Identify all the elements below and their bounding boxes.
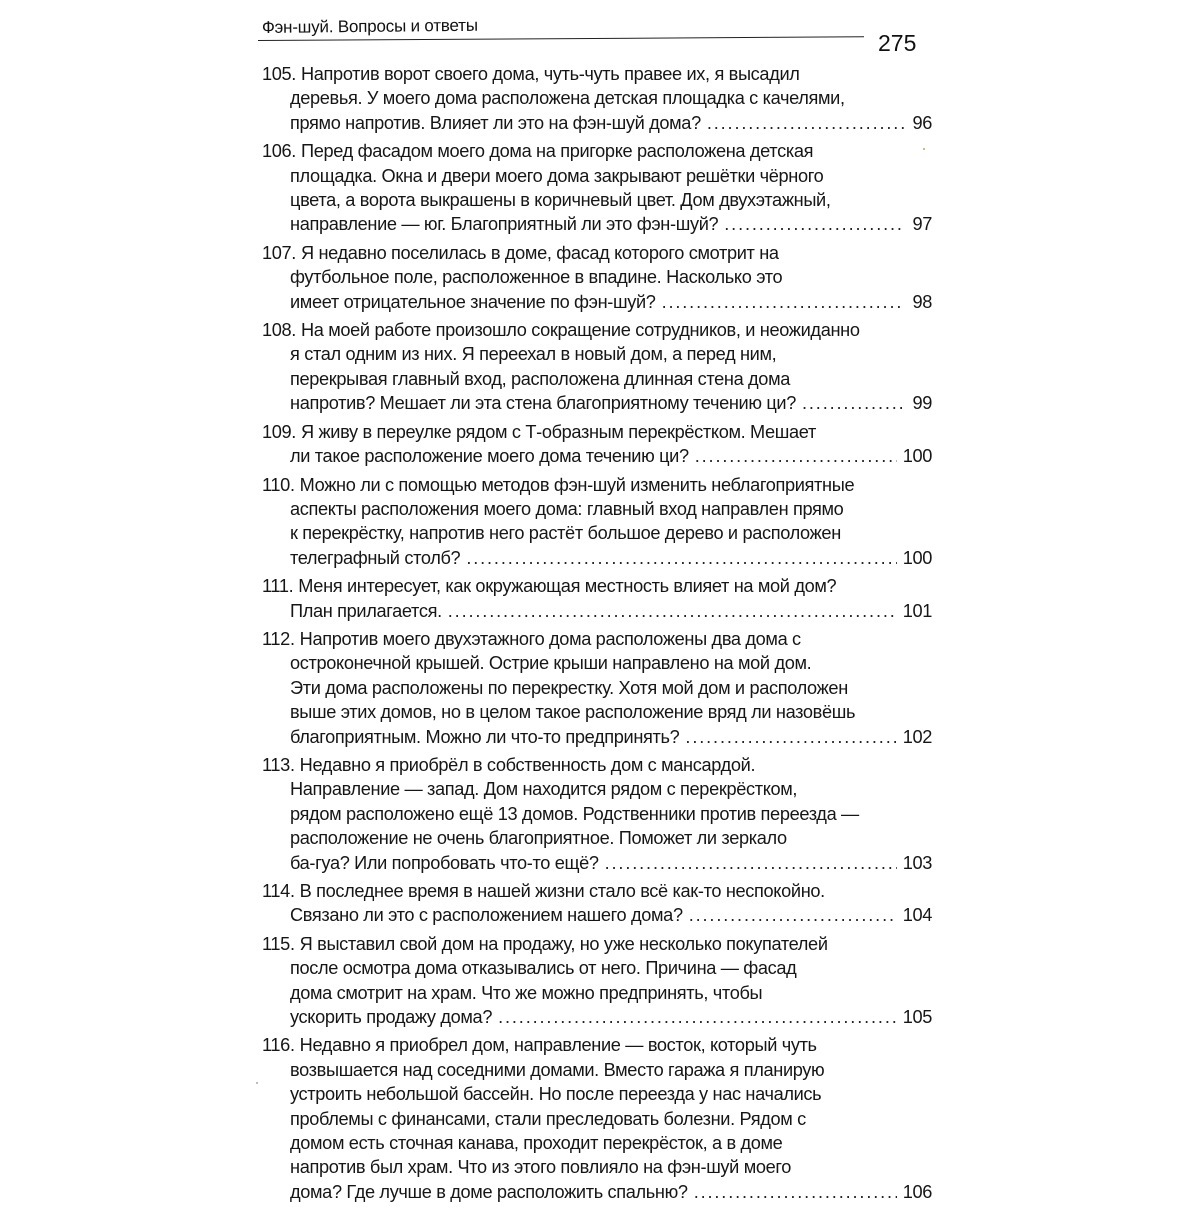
toc-entry-number: 109. [262, 421, 296, 442]
toc-entry-page: 102 [902, 726, 932, 747]
toc-entry-line [262, 212, 932, 236]
toc-entry-text: Недавно я приобрел дом, направление — восток, который чуть [299, 1035, 817, 1056]
toc-entry-line [262, 676, 932, 700]
scan-speck [923, 148, 925, 150]
toc-entry [262, 627, 932, 749]
toc-entry-line [262, 903, 932, 927]
toc-entry-page: 97 [912, 214, 932, 235]
toc-entry-line [262, 1058, 932, 1082]
toc-entry [262, 753, 932, 875]
toc-entry-text: после осмотра дома отказывались от него. Причина — фасад [290, 958, 797, 979]
toc-entry-text: к перекрёстку, напротив него растёт большое дерево и расположен [290, 523, 841, 544]
toc-entry-number: 105. [262, 64, 296, 84]
toc-entry-text: Я выставил свой дом на продажу, но уже несколько покупателей [299, 933, 828, 954]
toc-entry-text: На моей работе произошло сокращение сотрудников, и неожиданно [301, 320, 860, 341]
toc-entry-number: 112. [262, 628, 295, 649]
toc-entry-line [262, 981, 932, 1005]
toc-entry-page: 101 [902, 600, 932, 621]
toc-entry-line [262, 139, 932, 163]
toc-entry-line [262, 725, 932, 749]
toc-entry-text: дома? Где лучше в доме расположить спальню? [290, 1181, 688, 1202]
toc-entry-text: перекрывая главный вход, расположена длинная стена дома [290, 368, 790, 389]
toc-entry-text: ба-гуа? Или попробовать что-то ещё? [290, 852, 599, 873]
toc-entry-number: 111. [262, 576, 294, 597]
toc-entry-line [262, 367, 932, 391]
dot-leader [605, 851, 897, 875]
toc-entry-number: 106. [262, 141, 296, 162]
toc-entry-text: прямо напротив. Влияет ли это на фэн-шуй дома? [290, 112, 701, 133]
toc-entry-text: Меня интересует, как окружающая местность влияет на мой дом? [298, 576, 837, 597]
toc-entry-number: 108. [262, 320, 296, 341]
toc-entry-text: деревья. У моего дома расположена детская площадка с качелями, [290, 88, 845, 109]
toc-entry-text: футбольное поле, расположенное в впадине. Насколько это [290, 267, 783, 288]
toc-entry [262, 139, 932, 237]
toc-entry-line [262, 62, 932, 86]
scan-speck [256, 1082, 258, 1084]
toc-entry-text: домом есть сточная канава, проходит перекрёсток, а в доме [290, 1133, 783, 1154]
toc-entry-line [262, 290, 932, 314]
toc-entry-text: устроить небольшой бассейн. Но после переезда у нас начались [290, 1084, 822, 1105]
dot-leader [466, 546, 896, 570]
toc-entry-text: В последнее время в нашей жизни стало всё как-то неспокойно. [299, 881, 825, 901]
toc-entry-page: 99 [912, 393, 932, 414]
toc-entry-text: Я живу в переулке рядом с Т-образным перекрёстком. Мешает [301, 421, 816, 442]
dot-leader [662, 290, 904, 314]
toc-entry-page: 100 [902, 446, 932, 467]
toc-entry-line [262, 1033, 932, 1057]
toc-entry-line [262, 86, 932, 110]
toc-entry-line [262, 1131, 932, 1155]
toc-entry-text: площадка. Окна и двери моего дома закрывают решётки чёрного [290, 165, 824, 186]
toc-entry-line [262, 164, 932, 188]
toc-entry-line [262, 420, 932, 444]
dot-leader [448, 599, 897, 623]
toc-entry-number: 113. [262, 754, 295, 775]
toc-entry-line [262, 879, 932, 903]
toc-entry-page: 104 [902, 905, 932, 926]
toc-entry-text: дома смотрит на храм. Что же можно предпринять, чтобы [290, 982, 763, 1003]
toc-entry-page: 100 [902, 547, 932, 568]
toc-entry-text: остроконечной крышей. Острие крыши направлено на мой дом. [290, 653, 812, 674]
dot-leader [707, 111, 904, 135]
toc-entry [262, 420, 932, 469]
toc-entry-line [262, 342, 932, 366]
toc-entry [262, 473, 932, 571]
toc-entry-number: 114. [262, 881, 295, 901]
running-head [262, 12, 867, 38]
toc-entry-text: напротив? Мешает ли эта стена благоприятному течению ци? [290, 393, 796, 414]
toc-entry-line [262, 932, 932, 956]
toc-entry-text: ли такое расположение моего дома течению ци? [290, 446, 689, 467]
toc-entry-line [262, 1155, 932, 1179]
toc-entry-line [262, 391, 932, 415]
toc-entry-number: 107. [262, 242, 296, 263]
toc-entry [262, 932, 932, 1030]
toc-entry-text: телеграфный столб? [290, 547, 461, 568]
toc-entry-text: благоприятным. Можно ли что-то предпринять? [290, 726, 680, 747]
toc-entry-line [262, 1107, 932, 1131]
toc-entry-line [262, 521, 932, 545]
dot-leader [802, 391, 904, 415]
toc-entry-line [262, 546, 932, 570]
toc-entry-text: рядом расположено ещё 13 домов. Родственники против переезда — [290, 803, 859, 824]
toc-entry-line [262, 627, 932, 651]
toc-entry-text: проблемы с финансами, стали преследовать болезни. Рядом с [290, 1108, 806, 1129]
dot-leader [685, 725, 896, 749]
dot-leader [724, 212, 904, 236]
toc-entry-text: ускорить продажу дома? [290, 1007, 493, 1028]
toc-entry-line [262, 651, 932, 675]
toc-entry-page: 106 [902, 1181, 932, 1202]
page-number: 275 [878, 30, 917, 56]
toc-entry-line [262, 444, 932, 468]
toc-entry-text: цвета, а ворота выкрашены в коричневый цвет. Дом двухэтажный, [290, 190, 831, 211]
toc-entry [262, 879, 932, 928]
toc-entry-line [262, 265, 932, 289]
toc-entry-line [262, 1180, 932, 1204]
toc-entry [262, 1033, 932, 1204]
toc-entry-line [262, 1005, 932, 1029]
toc-entry-number: 116. [262, 1035, 295, 1056]
toc-entry-text: Направление — запад. Дом находится рядом с перекрёстком, [290, 779, 798, 800]
running-title: Фэн-шуй. Вопросы и ответы [261, 15, 478, 38]
toc-entry-text: направление — юг. Благоприятный ли это фэн-шуй? [290, 214, 719, 235]
toc-entry-text: расположение не очень благоприятное. Поможет ли зеркало [290, 828, 787, 849]
toc-entry-line [262, 826, 932, 850]
toc-entry-line [262, 188, 932, 212]
toc-entry-text: я стал одним из них. Я переехал в новый дом, а перед ним, [290, 344, 777, 365]
toc-entry-text: Я недавно поселилась в доме, фасад которого смотрит на [301, 242, 779, 263]
toc-entry-line [262, 473, 932, 497]
dot-leader [689, 903, 897, 927]
toc-entry-text: Связано ли это с расположением нашего дома? [290, 905, 683, 926]
toc-entry-line [262, 241, 932, 265]
toc-entry-line [262, 777, 932, 801]
dot-leader [695, 444, 897, 468]
toc-entry-line [262, 318, 932, 342]
toc-entry-text: План прилагается. [290, 600, 442, 621]
toc-entry-page: 105 [902, 1007, 932, 1028]
toc-entry-line [262, 753, 932, 777]
toc-entry-page: 98 [912, 291, 932, 312]
toc-entry [262, 62, 932, 135]
toc-entry-line [262, 599, 932, 623]
toc-entry-text: Недавно я приобрёл в собственность дом с мансардой. [299, 754, 756, 775]
toc-entry-line [262, 111, 932, 135]
toc-entry-number: 115. [262, 933, 295, 954]
toc-entry-text: возвышается над соседними домами. Вместо гаража я планирую [290, 1059, 825, 1080]
dot-leader [694, 1180, 897, 1204]
toc-entry-text: имеет отрицательное значение по фэн-шуй? [290, 291, 656, 312]
toc-entry-text: Перед фасадом моего дома на пригорке расположена детская [301, 141, 814, 162]
toc-entry-line [262, 1082, 932, 1106]
toc-entry-line [262, 497, 932, 521]
toc-entry-text: Можно ли с помощью методов фэн-шуй изменить неблагоприятные [299, 474, 855, 495]
toc-entry [262, 574, 932, 623]
dot-leader [498, 1005, 897, 1029]
toc-entry-text: Эти дома расположены по перекрестку. Хотя мой дом и расположен [290, 677, 848, 698]
toc-entry-line [262, 700, 932, 724]
table-of-contents [262, 62, 932, 1208]
toc-entry-line [262, 851, 932, 875]
toc-entry-text: выше этих домов, но в целом такое расположение вряд ли назовёшь [290, 702, 856, 723]
toc-entry-line [262, 956, 932, 980]
toc-entry-page: 96 [912, 112, 932, 133]
toc-entry-text: Напротив ворот своего дома, чуть-чуть правее их, я высадил [301, 64, 800, 84]
toc-entry-text: Напротив моего двухэтажного дома расположены два дома с [299, 628, 801, 649]
toc-entry-text: напротив был храм. Что из этого повлияло на фэн-шуй моего [290, 1157, 792, 1178]
toc-entry [262, 241, 932, 314]
toc-entry-line [262, 574, 932, 598]
toc-entry-line [262, 802, 932, 826]
toc-entry-number: 110. [262, 474, 295, 495]
toc-entry [262, 318, 932, 416]
toc-entry-page: 103 [902, 852, 932, 873]
toc-entry-text: аспекты расположения моего дома: главный вход направлен прямо [290, 498, 844, 519]
